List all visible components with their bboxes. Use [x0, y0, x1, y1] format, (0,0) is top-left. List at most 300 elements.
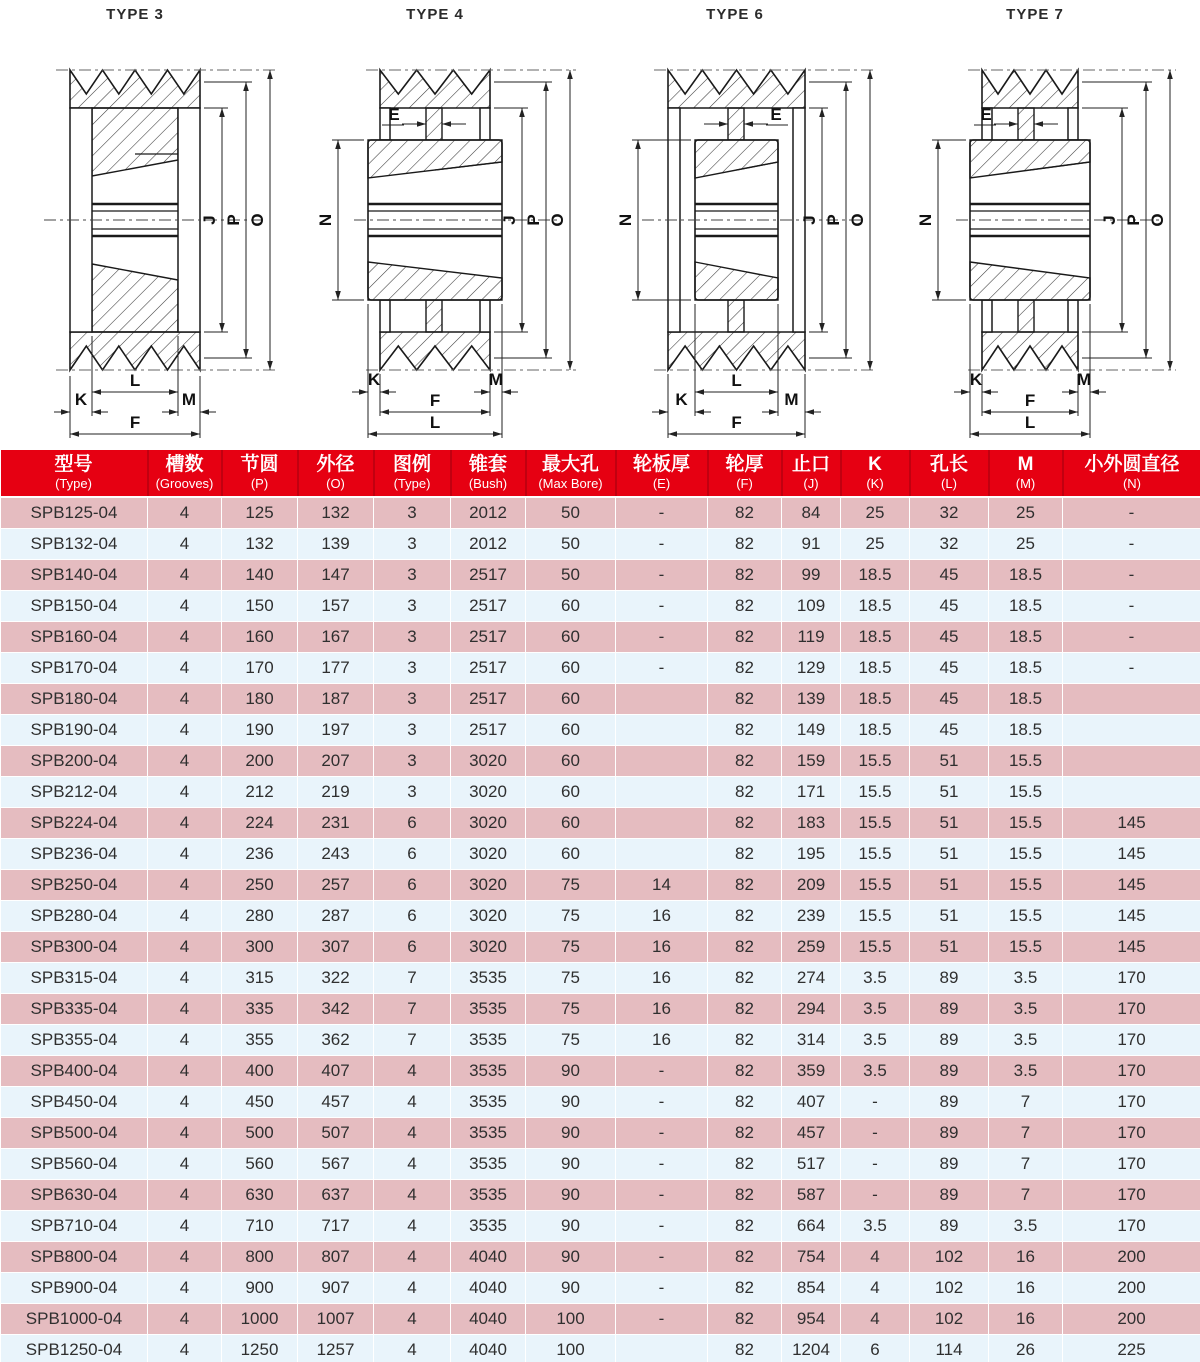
cell: SPB150-04	[1, 591, 148, 622]
cell: 15.5	[841, 777, 910, 808]
cell: 149	[782, 715, 841, 746]
cell: SPB250-04	[1, 870, 148, 901]
cell: 280	[222, 901, 298, 932]
cell: 171	[782, 777, 841, 808]
dim-label-J: J	[500, 215, 519, 225]
cell: 99	[782, 560, 841, 591]
dim-label-M: M	[1076, 370, 1092, 389]
cell: 160	[222, 622, 298, 653]
cell: 82	[708, 1149, 782, 1180]
column-header-5	[451, 450, 526, 497]
cell: 75	[526, 963, 616, 994]
column-header-en: (Type)	[55, 476, 92, 491]
cell: 450	[222, 1087, 298, 1118]
cell	[1063, 746, 1200, 777]
cell: 4040	[451, 1304, 526, 1335]
dim-label-F: F	[731, 413, 742, 432]
cell: SPB180-04	[1, 684, 148, 715]
table-row	[1, 1335, 1200, 1362]
cell: 147	[298, 560, 374, 591]
dim-label-N: N	[316, 213, 335, 227]
cell: 16	[616, 963, 708, 994]
cell: 82	[708, 1025, 782, 1056]
cell: 60	[526, 591, 616, 622]
cell: 129	[782, 653, 841, 684]
cell: 219	[298, 777, 374, 808]
cell: 3.5	[841, 994, 910, 1025]
cell: 307	[298, 932, 374, 963]
dim-label-M: M	[488, 370, 504, 389]
cell: 89	[910, 1025, 989, 1056]
cell: -	[616, 1180, 708, 1211]
dim-label-J: J	[200, 215, 219, 225]
dim-label-O: O	[848, 213, 867, 227]
cell: 3020	[451, 870, 526, 901]
cell: 82	[708, 839, 782, 870]
cell: 150	[222, 591, 298, 622]
cell: -	[616, 1056, 708, 1087]
cell: 90	[526, 1180, 616, 1211]
column-header-en: (Grooves)	[155, 476, 214, 491]
cell: 200	[1063, 1304, 1200, 1335]
figure-type7	[900, 0, 1200, 450]
column-header-12	[989, 450, 1063, 497]
cell: 3	[374, 777, 451, 808]
cell: 26	[989, 1335, 1063, 1362]
column-header-cn: 图例	[392, 454, 431, 475]
cell: 100	[526, 1304, 616, 1335]
cell: SPB900-04	[1, 1273, 148, 1304]
cell: 60	[526, 653, 616, 684]
cell: 82	[708, 1056, 782, 1087]
cell: SPB315-04	[1, 963, 148, 994]
cell: 195	[782, 839, 841, 870]
cell: 15.5	[989, 808, 1063, 839]
cell: 2517	[451, 591, 526, 622]
cell: 82	[708, 777, 782, 808]
cell: 51	[910, 777, 989, 808]
cell: 18.5	[989, 591, 1063, 622]
cell: 294	[782, 994, 841, 1025]
cell: 7	[989, 1180, 1063, 1211]
cell: 4040	[451, 1335, 526, 1362]
column-header-en: (P)	[250, 476, 269, 491]
column-header-0	[1, 450, 148, 497]
cell: 4	[374, 1149, 451, 1180]
cell: 89	[910, 1056, 989, 1087]
cell: 457	[782, 1118, 841, 1149]
cell: 60	[526, 808, 616, 839]
cell: 15.5	[841, 808, 910, 839]
spec-table	[0, 450, 1200, 1362]
cell: 3535	[451, 1025, 526, 1056]
cell: 200	[1063, 1273, 1200, 1304]
cell: 170	[1063, 1025, 1200, 1056]
cell: 355	[222, 1025, 298, 1056]
cell: 3535	[451, 1118, 526, 1149]
cell: 82	[708, 1335, 782, 1362]
cell: 4	[148, 1087, 222, 1118]
dim-label-F: F	[1024, 391, 1036, 410]
dim-label-P: P	[224, 214, 243, 226]
cell: 15.5	[989, 870, 1063, 901]
cell: 18.5	[989, 653, 1063, 684]
cell: 4	[148, 529, 222, 560]
cell: -	[1063, 529, 1200, 560]
table-row	[1, 1149, 1200, 1180]
cell: 60	[526, 684, 616, 715]
cell: 200	[222, 746, 298, 777]
cell: 3.5	[989, 1056, 1063, 1087]
cell: 15.5	[989, 839, 1063, 870]
cell: 4	[148, 963, 222, 994]
dim-label-K: K	[367, 370, 381, 389]
cell: 4	[841, 1273, 910, 1304]
cell: 407	[298, 1056, 374, 1087]
cell: 3.5	[841, 1211, 910, 1242]
cell: 2517	[451, 653, 526, 684]
cell: 18.5	[989, 715, 1063, 746]
cell: 3	[374, 560, 451, 591]
cell: 170	[1063, 1180, 1200, 1211]
cell: 45	[910, 684, 989, 715]
cell	[1063, 715, 1200, 746]
cell: 257	[298, 870, 374, 901]
cell: 807	[298, 1242, 374, 1273]
cell: 15.5	[841, 870, 910, 901]
cell: 51	[910, 746, 989, 777]
cell: 7	[989, 1149, 1063, 1180]
cell: 200	[1063, 1242, 1200, 1273]
cell: 82	[708, 497, 782, 529]
cell: 82	[708, 901, 782, 932]
cell: 6	[841, 1335, 910, 1362]
cell: 4	[148, 901, 222, 932]
cell: -	[841, 1118, 910, 1149]
cell: 190	[222, 715, 298, 746]
figure-type4	[300, 0, 600, 450]
cell: -	[616, 622, 708, 653]
cell: 342	[298, 994, 374, 1025]
cell: 170	[1063, 963, 1200, 994]
cell: 3.5	[989, 994, 1063, 1025]
cell: 82	[708, 560, 782, 591]
pulley-drawing-type3	[0, 30, 300, 450]
column-header-en: (K)	[866, 476, 884, 491]
cell: 90	[526, 1056, 616, 1087]
cell: 4	[148, 560, 222, 591]
cell: 15.5	[989, 932, 1063, 963]
cell: 119	[782, 622, 841, 653]
cell: 7	[374, 963, 451, 994]
cell: SPB355-04	[1, 1025, 148, 1056]
cell: -	[1063, 591, 1200, 622]
cell: 4	[841, 1304, 910, 1335]
dim-label-K: K	[675, 390, 688, 409]
column-header-7	[616, 450, 708, 497]
figure-title-type6: TYPE 6	[706, 6, 764, 23]
cell: 90	[526, 1118, 616, 1149]
cell: SPB500-04	[1, 1118, 148, 1149]
cell: 89	[910, 963, 989, 994]
cell: 180	[222, 684, 298, 715]
cell: 89	[910, 1118, 989, 1149]
cell: 82	[708, 746, 782, 777]
cell: 4	[374, 1304, 451, 1335]
cell: -	[616, 529, 708, 560]
cell: 90	[526, 1149, 616, 1180]
cell: 157	[298, 591, 374, 622]
cell: 15.5	[989, 901, 1063, 932]
cell: 82	[708, 808, 782, 839]
cell: 82	[708, 870, 782, 901]
column-header-en: (Max Bore)	[538, 476, 603, 491]
cell: 4	[148, 1118, 222, 1149]
cell: 507	[298, 1118, 374, 1149]
column-header-13	[1063, 450, 1200, 497]
table-row	[1, 529, 1200, 560]
cell: 177	[298, 653, 374, 684]
column-header-en: (E)	[652, 476, 671, 491]
cell: -	[616, 591, 708, 622]
cell: 231	[298, 808, 374, 839]
cell: 4	[374, 1056, 451, 1087]
table-header	[1, 450, 1200, 497]
cell: 3020	[451, 746, 526, 777]
cell: -	[1063, 622, 1200, 653]
column-header-4	[374, 450, 451, 497]
cell: 3.5	[841, 1056, 910, 1087]
cell: 630	[222, 1180, 298, 1211]
cell: 637	[298, 1180, 374, 1211]
table-row	[1, 1211, 1200, 1242]
cell: 3	[374, 497, 451, 529]
dim-label-L: L	[1024, 413, 1036, 432]
cell: 145	[1063, 839, 1200, 870]
cell: 664	[782, 1211, 841, 1242]
cell: 4	[374, 1180, 451, 1211]
table-row	[1, 777, 1200, 808]
cell: -	[616, 653, 708, 684]
column-header-en: (N)	[1122, 476, 1142, 491]
cell: 16	[989, 1304, 1063, 1335]
cell: 954	[782, 1304, 841, 1335]
cell: 16	[989, 1242, 1063, 1273]
cell: 82	[708, 932, 782, 963]
cell: 170	[1063, 1118, 1200, 1149]
figure-title-type7: TYPE 7	[1006, 6, 1064, 23]
cell: 90	[526, 1211, 616, 1242]
cell: 4	[148, 591, 222, 622]
cell: 25	[989, 497, 1063, 529]
cell: 16	[616, 932, 708, 963]
cell: 1000	[222, 1304, 298, 1335]
cell: 82	[708, 684, 782, 715]
cell: 45	[910, 653, 989, 684]
cell: 16	[616, 901, 708, 932]
cell: 3020	[451, 777, 526, 808]
cell: SPB236-04	[1, 839, 148, 870]
table-row	[1, 839, 1200, 870]
cell: 82	[708, 591, 782, 622]
cell: 4	[148, 497, 222, 529]
dim-label-O: O	[548, 213, 567, 227]
cell: -	[616, 1149, 708, 1180]
cell: 159	[782, 746, 841, 777]
column-header-en: (O)	[326, 476, 345, 491]
cell: 82	[708, 1304, 782, 1335]
table-row	[1, 1118, 1200, 1149]
column-header-cn: 节圆	[240, 454, 279, 475]
cell: 6	[374, 901, 451, 932]
cell: 567	[298, 1149, 374, 1180]
dim-label-L: L	[731, 371, 742, 390]
cell: 2012	[451, 529, 526, 560]
table-row	[1, 963, 1200, 994]
cell: 82	[708, 1087, 782, 1118]
cell: 560	[222, 1149, 298, 1180]
cell: 45	[910, 622, 989, 653]
cell: 51	[910, 839, 989, 870]
cell: 4	[148, 1304, 222, 1335]
dim-label-M: M	[181, 390, 197, 409]
cell: 60	[526, 622, 616, 653]
cell: 145	[1063, 808, 1200, 839]
cell: 4	[148, 994, 222, 1025]
cell: 3	[374, 653, 451, 684]
cell: 6	[374, 932, 451, 963]
cell: 82	[708, 1118, 782, 1149]
table-row	[1, 560, 1200, 591]
cell: 32	[910, 529, 989, 560]
cell: SPB710-04	[1, 1211, 148, 1242]
column-header-cn: 小外圆直径	[1084, 454, 1180, 475]
column-header-cn: K	[868, 454, 882, 475]
dim-label-L: L	[129, 371, 141, 390]
cell: 710	[222, 1211, 298, 1242]
cell: 3.5	[841, 963, 910, 994]
cell: 100	[526, 1335, 616, 1362]
table-row	[1, 591, 1200, 622]
figure-title-type3: TYPE 3	[106, 6, 164, 23]
cell: SPB300-04	[1, 932, 148, 963]
column-header-cn: M	[1017, 454, 1034, 475]
cell: 250	[222, 870, 298, 901]
cell: 167	[298, 622, 374, 653]
cell: 4	[148, 1242, 222, 1273]
cell: 18.5	[841, 684, 910, 715]
column-header-en: (M)	[1015, 476, 1036, 491]
cell: 907	[298, 1273, 374, 1304]
table-row	[1, 932, 1200, 963]
cell: 212	[222, 777, 298, 808]
pulley-drawings-section	[0, 0, 1200, 450]
cell: 102	[910, 1304, 989, 1335]
cell: 2517	[451, 560, 526, 591]
cell: 6	[374, 839, 451, 870]
cell: 854	[782, 1273, 841, 1304]
cell: SPB560-04	[1, 1149, 148, 1180]
dim-label-N: N	[616, 213, 635, 227]
cell: 51	[910, 932, 989, 963]
cell: 4	[374, 1242, 451, 1273]
cell: 75	[526, 901, 616, 932]
table-row	[1, 497, 1200, 529]
cell: 754	[782, 1242, 841, 1273]
column-header-1	[148, 450, 222, 497]
cell: 91	[782, 529, 841, 560]
cell: 14	[616, 870, 708, 901]
cell: 314	[782, 1025, 841, 1056]
cell: 82	[708, 1273, 782, 1304]
dim-label-M: M	[784, 390, 799, 409]
cell: 170	[222, 653, 298, 684]
cell: 75	[526, 1025, 616, 1056]
table-row	[1, 1025, 1200, 1056]
cell: 89	[910, 1149, 989, 1180]
cell: 18.5	[989, 622, 1063, 653]
cell: 4	[148, 777, 222, 808]
cell: 3535	[451, 1087, 526, 1118]
cell: SPB1250-04	[1, 1335, 148, 1362]
cell: 587	[782, 1180, 841, 1211]
cell: 800	[222, 1242, 298, 1273]
cell: 3535	[451, 1056, 526, 1087]
cell: 18.5	[841, 653, 910, 684]
cell: 25	[841, 529, 910, 560]
column-header-cn: 轮板厚	[632, 454, 690, 475]
dim-label-F: F	[129, 413, 141, 432]
cell: SPB190-04	[1, 715, 148, 746]
cell: 362	[298, 1025, 374, 1056]
cell: SPB1000-04	[1, 1304, 148, 1335]
cell: 315	[222, 963, 298, 994]
cell: SPB450-04	[1, 1087, 148, 1118]
table-row	[1, 653, 1200, 684]
cell: 82	[708, 994, 782, 1025]
cell: 90	[526, 1087, 616, 1118]
cell: 717	[298, 1211, 374, 1242]
cell: 3	[374, 684, 451, 715]
cell: 15.5	[841, 901, 910, 932]
cell: SPB140-04	[1, 560, 148, 591]
column-header-cn: 槽数	[165, 454, 204, 475]
figure-type6	[600, 0, 900, 450]
cell: 75	[526, 870, 616, 901]
cell: SPB132-04	[1, 529, 148, 560]
table-row	[1, 1242, 1200, 1273]
cell: 145	[1063, 932, 1200, 963]
table-row	[1, 1087, 1200, 1118]
cell: -	[616, 1273, 708, 1304]
column-header-cn: 型号	[54, 454, 93, 475]
column-header-11	[910, 450, 989, 497]
cell: 4	[148, 746, 222, 777]
cell: 50	[526, 560, 616, 591]
cell: 1257	[298, 1335, 374, 1362]
cell: 7	[989, 1087, 1063, 1118]
pulley-drawing-type4	[300, 30, 600, 450]
dim-label-E: E	[980, 105, 992, 124]
cell: 45	[910, 560, 989, 591]
cell: 170	[1063, 1149, 1200, 1180]
cell: 4	[148, 932, 222, 963]
cell: SPB125-04	[1, 497, 148, 529]
dim-label-L: L	[429, 413, 441, 432]
column-header-8	[708, 450, 782, 497]
cell: 170	[1063, 1087, 1200, 1118]
cell: 7	[989, 1118, 1063, 1149]
